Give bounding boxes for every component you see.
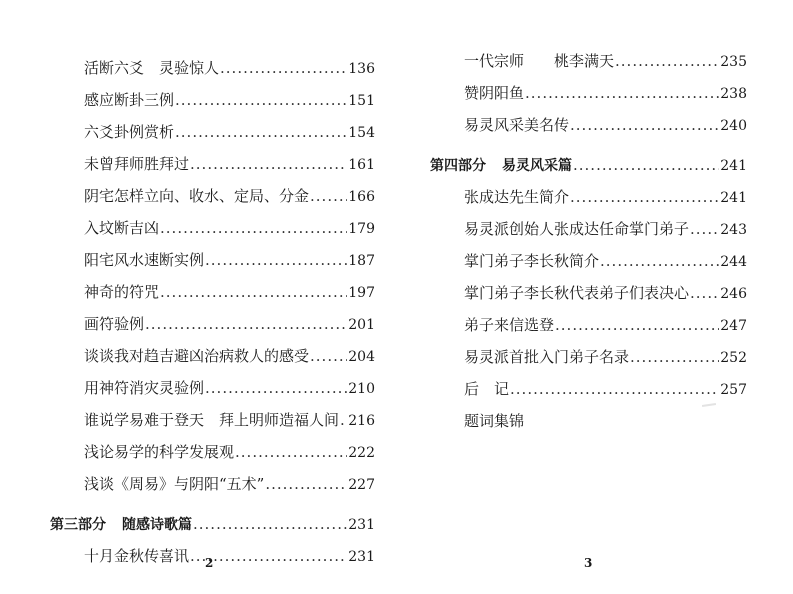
toc-entry-page: 243 [720, 222, 747, 238]
page-number-left: 2 [205, 556, 214, 570]
leader-dots [600, 245, 719, 277]
toc-entry [84, 468, 375, 500]
leader-dots [235, 436, 347, 468]
toc-entry-title: 浅论易学的科学发展观 [84, 443, 235, 461]
leader-dots [570, 109, 719, 141]
toc-entry-title: 易灵派首批入门弟子名录 [464, 348, 630, 366]
toc-entry-page: 231 [348, 549, 375, 565]
toc-entry-title: 掌门弟子李长秋代表弟子们表决心 [464, 284, 690, 302]
toc-right [430, 45, 747, 437]
section-label: 第四部分 [430, 158, 486, 174]
toc-entry [84, 116, 375, 148]
section-spacer [84, 500, 375, 508]
leader-dots [205, 244, 347, 276]
toc-entry [84, 372, 375, 404]
toc-entry [464, 109, 747, 141]
toc-entry-page: 197 [348, 285, 375, 301]
section-page: 231 [348, 517, 375, 533]
toc-entry-title: 题词集锦 [464, 412, 525, 430]
section-page: 241 [720, 158, 747, 174]
toc-section-heading [50, 508, 375, 540]
toc-entry-title: 入坟断吉凶 [84, 219, 160, 237]
toc-entry-title: 一代宗师 桃李满天 [464, 52, 615, 70]
toc-entry-title: 易灵风采美名传 [464, 116, 570, 134]
toc-entry-page: 161 [348, 157, 375, 173]
toc-entry-title: 易灵派创始人张成达任命掌门弟子 [464, 220, 690, 238]
toc-entry-page: 238 [720, 86, 747, 102]
leader-dots [160, 212, 347, 244]
toc-entry-title: 阴宅怎样立向、收水、定局、分金 [84, 187, 310, 205]
toc-entry [84, 212, 375, 244]
toc-entry-title: 用神符消灾灵验例 [84, 379, 205, 397]
toc-entry-title: 神奇的符咒 [84, 283, 160, 301]
toc-entry [84, 244, 375, 276]
leader-dots [615, 45, 719, 77]
leader-dots [160, 276, 347, 308]
toc-entry-title: 谈谈我对趋吉避凶治病救人的感受 [84, 347, 310, 365]
toc-entry-page: 179 [348, 221, 375, 237]
leader-dots [145, 308, 347, 340]
toc-entry-page: 210 [348, 381, 375, 397]
toc-entry-title: 弟子来信选登 [464, 316, 555, 334]
leader-dots [190, 148, 347, 180]
leader-dots [690, 213, 719, 245]
toc-entry [84, 540, 375, 572]
toc-entry-page: 247 [720, 318, 747, 334]
toc-entry-page: 227 [348, 477, 375, 493]
toc-entry-page: 204 [348, 349, 375, 365]
toc-entry-page: 241 [720, 190, 747, 206]
leader-dots [205, 372, 347, 404]
leader-dots [265, 468, 347, 500]
toc-entry [464, 277, 747, 309]
toc-entry-title: 掌门弟子李长秋简介 [464, 252, 600, 270]
leader-dots [555, 309, 719, 341]
toc-entry-title: 张成达先生简介 [464, 188, 570, 206]
leader-dots [190, 540, 347, 572]
toc-entry-title: 阳宅风水速断实例 [84, 251, 205, 269]
toc-entry-title: 十月金秋传喜讯 [84, 547, 190, 565]
toc-entry-page: 246 [720, 286, 747, 302]
leader-dots [175, 116, 347, 148]
toc-entry-page: 222 [348, 445, 375, 461]
section-title: 随感诗歌篇 [122, 517, 192, 533]
toc-entry-page: 240 [720, 118, 747, 134]
left-page [0, 0, 396, 594]
toc-entry-title: 谁说学易难于登天 拜上明师造福人间 [84, 411, 340, 429]
toc-entry [464, 373, 747, 405]
leader-dots [570, 181, 719, 213]
toc-entry-title: 浅谈《周易》与阴阳“五术” [84, 475, 265, 493]
leader-dots [310, 180, 347, 212]
toc-entry-title: 活断六爻 灵验惊人 [84, 59, 220, 77]
toc-entry-title: 未曾拜师胜拜过 [84, 155, 190, 173]
leader-dots [175, 84, 347, 116]
toc-entry-page: 151 [348, 93, 375, 109]
toc-entry [464, 341, 747, 373]
toc-entry-title: 六爻卦例赏析 [84, 123, 175, 141]
toc-entry [464, 45, 747, 77]
leader-dots [340, 404, 347, 436]
toc-entry [84, 84, 375, 116]
section-title: 易灵风采篇 [502, 158, 572, 174]
toc-entry-page: 257 [720, 382, 747, 398]
leader-dots [525, 77, 719, 109]
section-label: 第三部分 [50, 517, 106, 533]
leader-dots [690, 277, 719, 309]
leader-dots [510, 373, 719, 405]
toc-entry-page: 166 [348, 189, 375, 205]
toc-entry [84, 180, 375, 212]
toc-entry-title: 感应断卦三例 [84, 91, 175, 109]
leader-dots [220, 52, 347, 84]
toc-entry [84, 436, 375, 468]
toc-entry-title: 画符验例 [84, 315, 145, 333]
leader-dots [310, 340, 347, 372]
toc-entry-page: 216 [348, 413, 375, 429]
toc-entry [464, 213, 747, 245]
leader-dots [573, 149, 719, 181]
toc-entry [84, 148, 375, 180]
toc-entry [84, 276, 375, 308]
toc-entry-title: 赞阴阳鱼 [464, 84, 525, 102]
toc-entry-page: 187 [348, 253, 375, 269]
toc-entry [84, 308, 375, 340]
toc-entry-page: 244 [720, 254, 747, 270]
toc-left [50, 52, 375, 572]
toc-section-heading [430, 149, 747, 181]
toc-entry [84, 52, 375, 84]
toc-entry-page: 154 [348, 125, 375, 141]
toc-entry [464, 309, 747, 341]
toc-entry-page: 252 [720, 350, 747, 366]
toc-entry-last [464, 405, 747, 437]
toc-entry [464, 77, 747, 109]
toc-entry-title: 后 记 [464, 380, 510, 398]
toc-entry-page: 235 [720, 54, 747, 70]
leader-dots [193, 508, 347, 540]
toc-entry-page: 136 [348, 61, 375, 77]
leader-dots [630, 341, 719, 373]
toc-entry [464, 245, 747, 277]
page-number-right: 3 [584, 556, 593, 570]
toc-entry [84, 340, 375, 372]
toc-entry-page: 201 [348, 317, 375, 333]
section-spacer [464, 141, 747, 149]
toc-entry [464, 181, 747, 213]
toc-entry [84, 404, 375, 436]
